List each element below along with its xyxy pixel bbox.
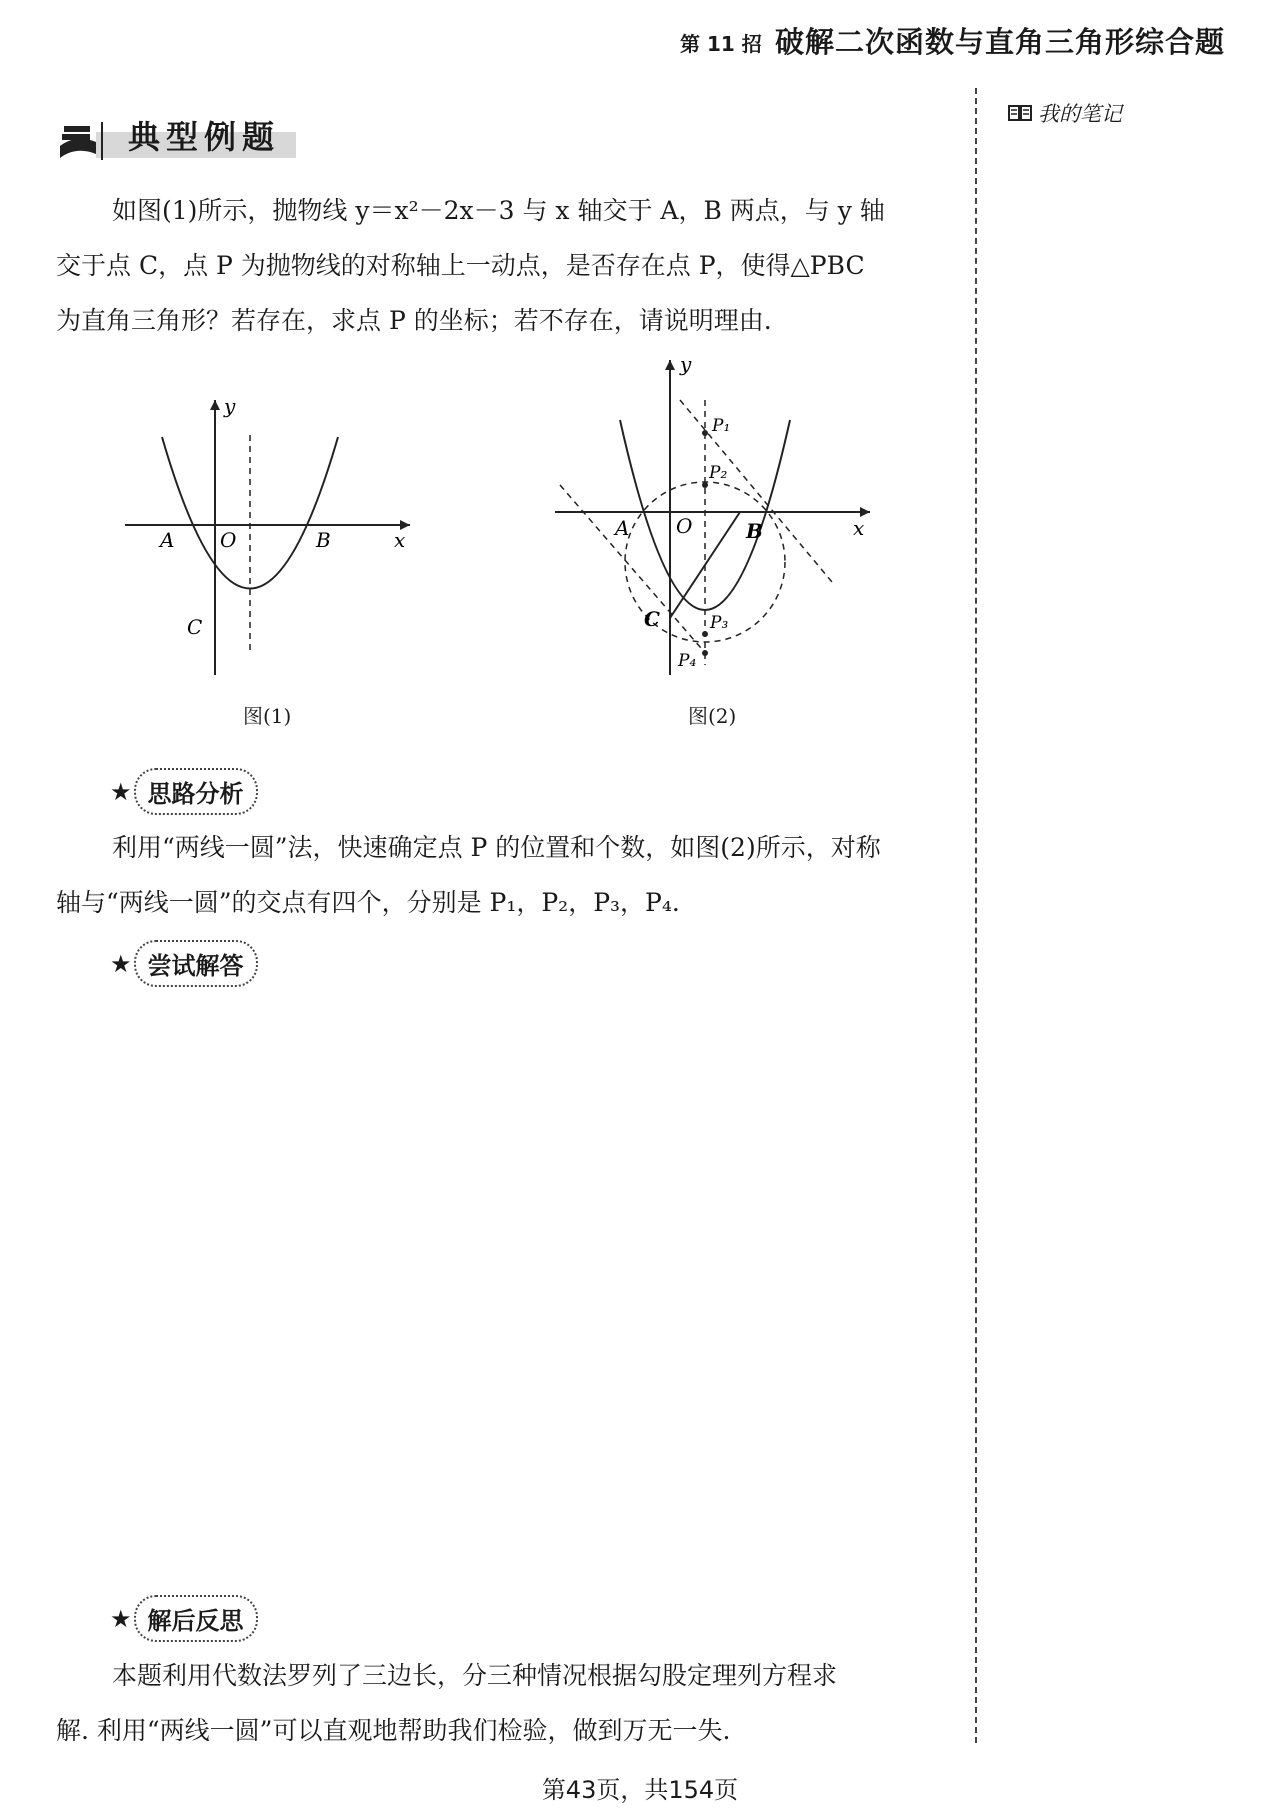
fig2-x-label: x xyxy=(853,516,865,540)
fig2-point-a: A xyxy=(615,516,630,540)
fig2-y-label: y xyxy=(680,355,692,376)
fig2-point-p3: P₃ xyxy=(710,613,729,633)
analysis-line-1: 利用“两线一圆”法，快速确定点 P 的位置和个数，如图(2)所示，对称 xyxy=(112,833,881,862)
reflection-heading xyxy=(110,1595,258,1642)
fig1-point-o: O xyxy=(220,528,237,552)
analysis-line-2: 轴与“两线一圆”的交点有四个，分别是 P₁，P₂，P₃，P₄. xyxy=(56,888,680,917)
books-icon xyxy=(60,126,96,158)
figure-2-caption: 图(2) xyxy=(688,704,737,728)
section-title: 典型例题 xyxy=(128,118,281,156)
margin-divider xyxy=(975,88,977,1743)
star-icon: ★ xyxy=(110,777,132,806)
page-footer: 第43页，共154页 xyxy=(541,1776,739,1804)
notes-label: 我的笔记 xyxy=(1038,102,1122,126)
attempt-heading-label: 尝试解答 xyxy=(134,940,258,987)
problem-line-2: 交于点 C，点 P 为抛物线的对称轴上一动点，是否存在点 P，使得△PBC xyxy=(56,251,865,280)
reflection-text xyxy=(56,1648,946,1758)
fig2-point-p4: P₄ xyxy=(678,651,697,671)
problem-line-1: 如图(1)所示，抛物线 y＝x²－2x－3 与 x 轴交于 A，B 两点，与 y 轴 xyxy=(112,196,885,225)
notes-heading xyxy=(1008,98,1122,128)
chapter-number: 第 11 招 xyxy=(680,32,762,56)
fig2-point-p1: P₁ xyxy=(712,416,731,436)
fig1-point-a: A xyxy=(160,528,175,552)
fig1-point-b: B xyxy=(316,528,331,552)
fig2-point-p2: P₂ xyxy=(709,463,728,483)
reflection-line-2: 解. 利用“两线一圆”可以直观地帮助我们检验，做到万无一失. xyxy=(56,1716,731,1745)
star-icon: ★ xyxy=(110,949,132,978)
figure-2 xyxy=(550,355,880,685)
fig2-point-o: O xyxy=(676,514,693,538)
problem-text xyxy=(56,183,946,348)
fig2-point-c: C xyxy=(644,607,660,631)
analysis-text xyxy=(56,820,946,930)
figure-1-caption: 图(1) xyxy=(243,704,292,728)
analysis-heading xyxy=(110,768,258,815)
open-book-icon xyxy=(1008,104,1032,122)
fig1-x-label: x xyxy=(394,528,406,552)
analysis-heading-label: 思路分析 xyxy=(134,768,258,815)
figure-1 xyxy=(120,395,420,695)
fig1-y-label: y xyxy=(224,395,236,418)
reflection-heading-label: 解后反思 xyxy=(134,1595,258,1642)
attempt-heading xyxy=(110,940,258,987)
fig2-point-b: B xyxy=(746,519,763,543)
chapter-title: 破解二次函数与直角三角形综合题 xyxy=(775,25,1226,59)
star-icon: ★ xyxy=(110,1604,132,1633)
reflection-line-1: 本题利用代数法罗列了三边长，分三种情况根据勾股定理列方程求 xyxy=(112,1661,838,1690)
problem-line-3: 为直角三角形？若存在，求点 P 的坐标；若不存在，请说明理由. xyxy=(56,306,772,335)
fig1-point-c: C xyxy=(187,615,203,639)
